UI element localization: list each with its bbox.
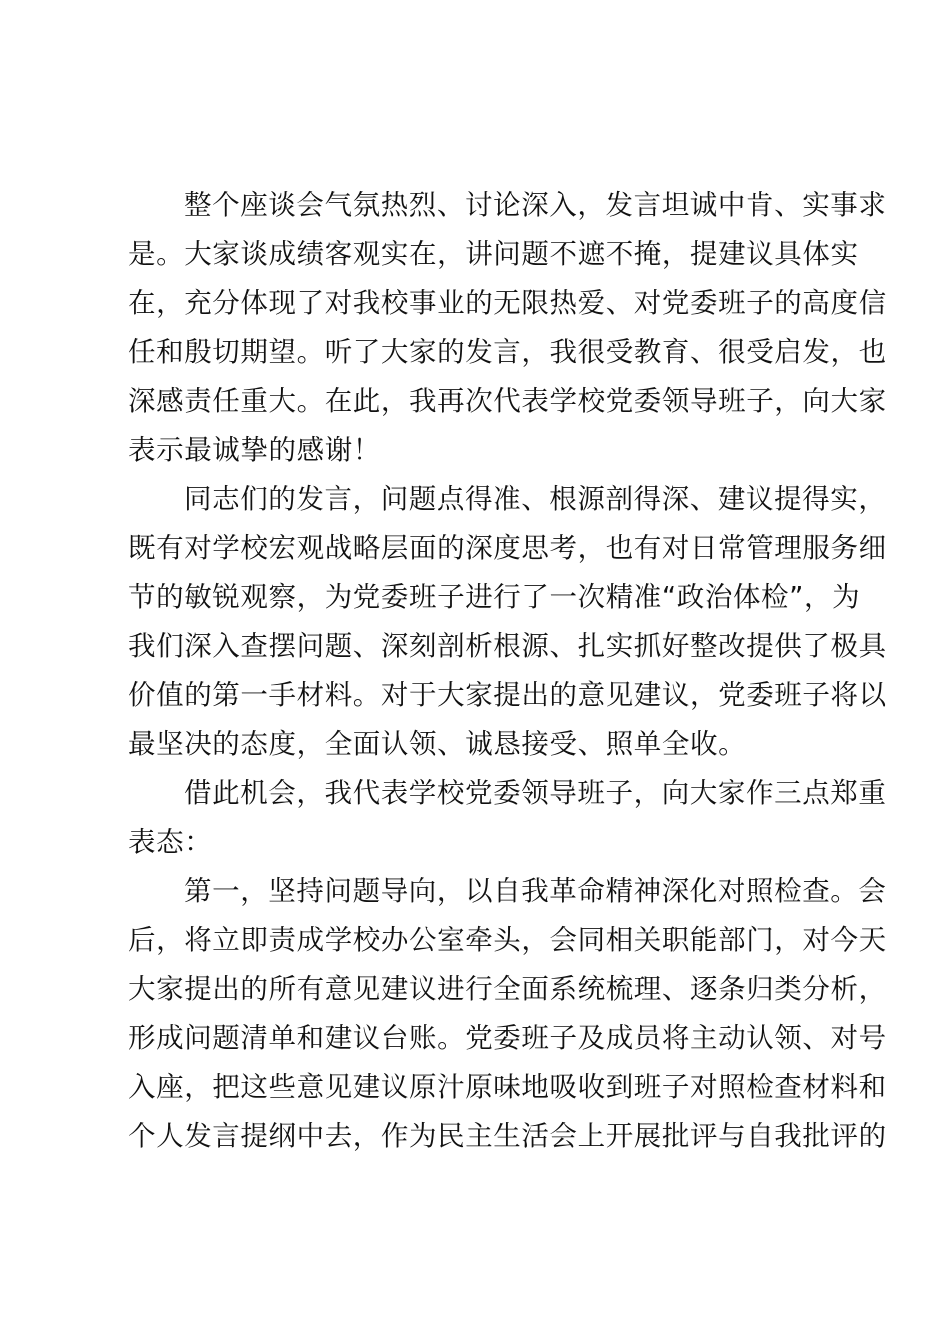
text-line: 第一，坚持问题导向，以自我革命精神深化对照检查。会	[184, 875, 887, 907]
text-line: 在，充分体现了对我校事业的无限热爱、对党委班子的高度信	[128, 287, 887, 319]
text-line: 节的敏锐观察，为党委班子进行了一次精准“政治体检”，为	[128, 581, 861, 613]
text-line: 个人发言提纲中去，作为民主生活会上开展批评与自我批评的	[128, 1120, 887, 1152]
text-line: 入座，把这些意见建议原汁原味地吸收到班子对照检查材料和	[128, 1071, 887, 1103]
text-line: 表示最诚挚的感谢！	[128, 434, 381, 466]
text-line: 是。大家谈成绩客观实在，讲问题不遮不掩，提建议具体实	[128, 238, 859, 270]
text-line: 同志们的发言，问题点得准、根源剖得深、建议提得实，	[184, 483, 887, 515]
text-line: 表态：	[128, 826, 213, 858]
text-line: 整个座谈会气氛热烈、讨论深入，发言坦诚中肯、实事求	[184, 189, 887, 221]
text-line: 价值的第一手材料。对于大家提出的意见建议，党委班子将以	[128, 679, 887, 711]
document-body	[128, 181, 887, 1161]
text-line: 借此机会，我代表学校党委领导班子，向大家作三点郑重	[184, 777, 887, 809]
text-line: 深感责任重大。在此，我再次代表学校党委领导班子，向大家	[128, 385, 887, 417]
text-line: 后，将立即责成学校办公室牵头，会同相关职能部门，对今天	[128, 924, 887, 956]
text-line: 我们深入查摆问题、深刻剖析根源、扎实抓好整改提供了极具	[128, 630, 887, 662]
text-line: 既有对学校宏观战略层面的深度思考，也有对日常管理服务细	[128, 532, 887, 564]
text-line: 大家提出的所有意见建议进行全面系统梳理、逐条归类分析，	[128, 973, 887, 1005]
text-line: 形成问题清单和建议台账。党委班子及成员将主动认领、对号	[128, 1022, 887, 1054]
text-line: 最坚决的态度，全面认领、诚恳接受、照单全收。	[128, 728, 747, 760]
text-line: 任和殷切期望。听了大家的发言，我很受教育、很受启发，也	[128, 336, 887, 368]
